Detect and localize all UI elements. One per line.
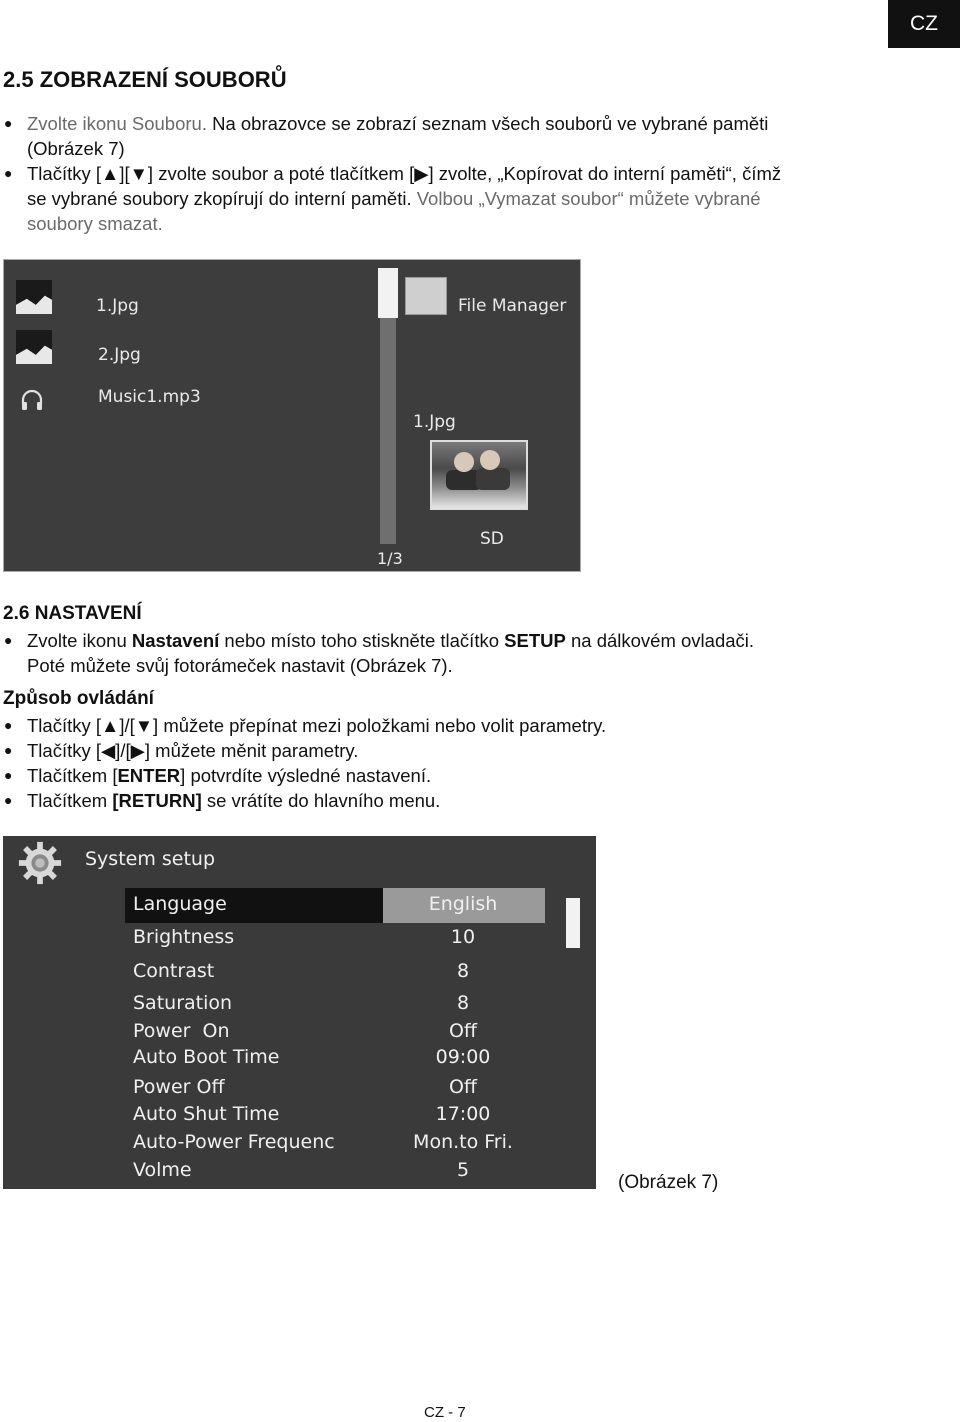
figure-caption: (Obrázek 7)	[618, 1172, 719, 1193]
file-manager-title: File Manager	[458, 296, 567, 316]
setting-row-power-off[interactable]	[133, 1076, 553, 1104]
bullet-text: se vybrané soubory zkopírují do interní paměti.	[27, 188, 412, 209]
setting-value: Mon.to Fri.	[413, 1131, 513, 1153]
bullet-continuation: (Obrázek 7)	[27, 138, 125, 159]
setting-label: Saturation	[133, 992, 233, 1014]
setting-row-brightness[interactable]	[133, 926, 553, 954]
photo-preview	[430, 440, 528, 510]
bullet-continuation: soubory smazat.	[27, 213, 163, 234]
setting-label: Auto Boot Time	[133, 1046, 280, 1068]
bullet-text-gray: Zvolte ikonu Souboru.	[27, 113, 207, 134]
bullet-item: ● Tlačítky [▲]/[▼] můžete přepínat mezi položkami nebo volit parametry.	[3, 713, 903, 738]
setting-row-volume[interactable]	[133, 1159, 553, 1187]
page-indicator: 1/3	[377, 549, 403, 568]
bullet-text: Tlačítkem [	[27, 765, 118, 786]
setting-row-saturation[interactable]	[133, 992, 553, 1020]
file-name: Music1.mp3	[98, 387, 201, 407]
bullet-text: Tlačítkem	[27, 790, 113, 811]
bullet-item	[3, 763, 903, 788]
bullet-text: Zvolte ikonu	[27, 630, 132, 651]
section-heading-files: 2.5 ZOBRAZENÍ SOUBORŮ	[3, 67, 287, 92]
settings-instructions	[3, 628, 903, 678]
setting-value: 09:00	[435, 1046, 491, 1068]
bullet-item	[3, 788, 903, 813]
setting-label: Contrast	[133, 960, 215, 982]
setting-label: Auto Shut Time	[133, 1103, 280, 1125]
preview-figure	[476, 468, 510, 490]
setting-value: 17:00	[435, 1103, 491, 1125]
bullet-text: Na obrazovce se zobrazí seznam všech souborů ve vybrané paměti	[206, 113, 769, 134]
bullet-text: nebo místo toho stiskněte tlačítko	[219, 630, 505, 651]
bullet-text: ] potvrdíte výsledné nastavení.	[180, 765, 432, 786]
setting-label: Language	[133, 893, 227, 915]
bullet-item: ● Tlačítky [◀]/[▶] můžete měnit parametry.	[3, 738, 903, 763]
bullet-text: na dálkovém ovladači.	[565, 630, 755, 651]
setting-value: 10	[450, 926, 476, 948]
file-name: 2.Jpg	[98, 345, 141, 365]
setting-label: Power Off	[133, 1076, 225, 1098]
storage-label: SD	[480, 529, 504, 549]
setting-label: Volme	[133, 1159, 192, 1181]
files-instructions	[3, 111, 903, 236]
setting-row-auto-boot-time[interactable]	[133, 1046, 553, 1074]
bullet-bold: Nastavení	[131, 630, 220, 651]
page-number: CZ - 7	[424, 1404, 466, 1421]
setting-value: English	[428, 893, 498, 915]
setting-row-auto-power-frequency[interactable]	[133, 1131, 553, 1159]
language-tab	[888, 0, 960, 48]
file-name: 1.Jpg	[96, 296, 139, 316]
setting-value: 8	[456, 960, 470, 982]
bullet-continuation: Poté můžete svůj fotorámeček nastavit (Obrázek 7).	[27, 655, 453, 676]
setting-label: Brightness	[133, 926, 235, 948]
setting-row-language[interactable]	[133, 893, 553, 921]
file-list-scroll-thumb[interactable]	[378, 268, 398, 318]
setting-value: 5	[456, 1159, 470, 1181]
setting-row-contrast[interactable]	[133, 960, 553, 988]
image-icon	[16, 280, 52, 314]
bullet-bold: SETUP	[504, 630, 566, 651]
preview-figure	[454, 452, 474, 472]
system-setup-screenshot	[3, 836, 596, 1189]
bullet-continuation	[3, 186, 903, 211]
language-tab-label: CZ	[910, 12, 938, 35]
bullet-text: Tlačítky [▲][▼] zvolte soubor a poté tlačítkem [▶] zvolte, „Kopírovat do interní paměti“, čímž	[27, 163, 782, 184]
setting-label: Auto-Power Frequenc	[133, 1131, 335, 1153]
setting-value: 8	[456, 992, 470, 1014]
preview-figure	[480, 450, 500, 470]
controls-heading: Způsob ovládání	[3, 688, 154, 709]
bullet-text: se vrátíte do hlavního menu.	[201, 790, 441, 811]
setting-value: Off	[448, 1020, 478, 1042]
setting-row-power-on[interactable]	[133, 1020, 553, 1048]
setting-label: Power On	[133, 1020, 230, 1042]
bullet-bold: ENTER	[117, 765, 181, 786]
setting-value: Off	[448, 1076, 478, 1098]
gear-icon	[17, 840, 63, 886]
bullet-item	[3, 111, 903, 136]
headphones-icon	[20, 388, 44, 412]
file-manager-icon	[405, 277, 447, 315]
bullet-text-gray: Volbou „Vymazat soubor“ můžete vybrané	[411, 188, 761, 209]
bullet-item	[3, 161, 903, 186]
bullet-item	[3, 628, 903, 653]
bullet-bold: [RETURN]	[112, 790, 202, 811]
section-heading-settings: 2.6 NASTAVENÍ	[3, 603, 142, 624]
image-icon	[16, 330, 52, 364]
preview-file-name: 1.Jpg	[413, 412, 456, 432]
setting-row-auto-shut-time[interactable]	[133, 1103, 553, 1131]
settings-scroll-thumb[interactable]	[566, 898, 580, 948]
controls-list	[3, 713, 903, 813]
system-setup-title: System setup	[85, 848, 216, 870]
